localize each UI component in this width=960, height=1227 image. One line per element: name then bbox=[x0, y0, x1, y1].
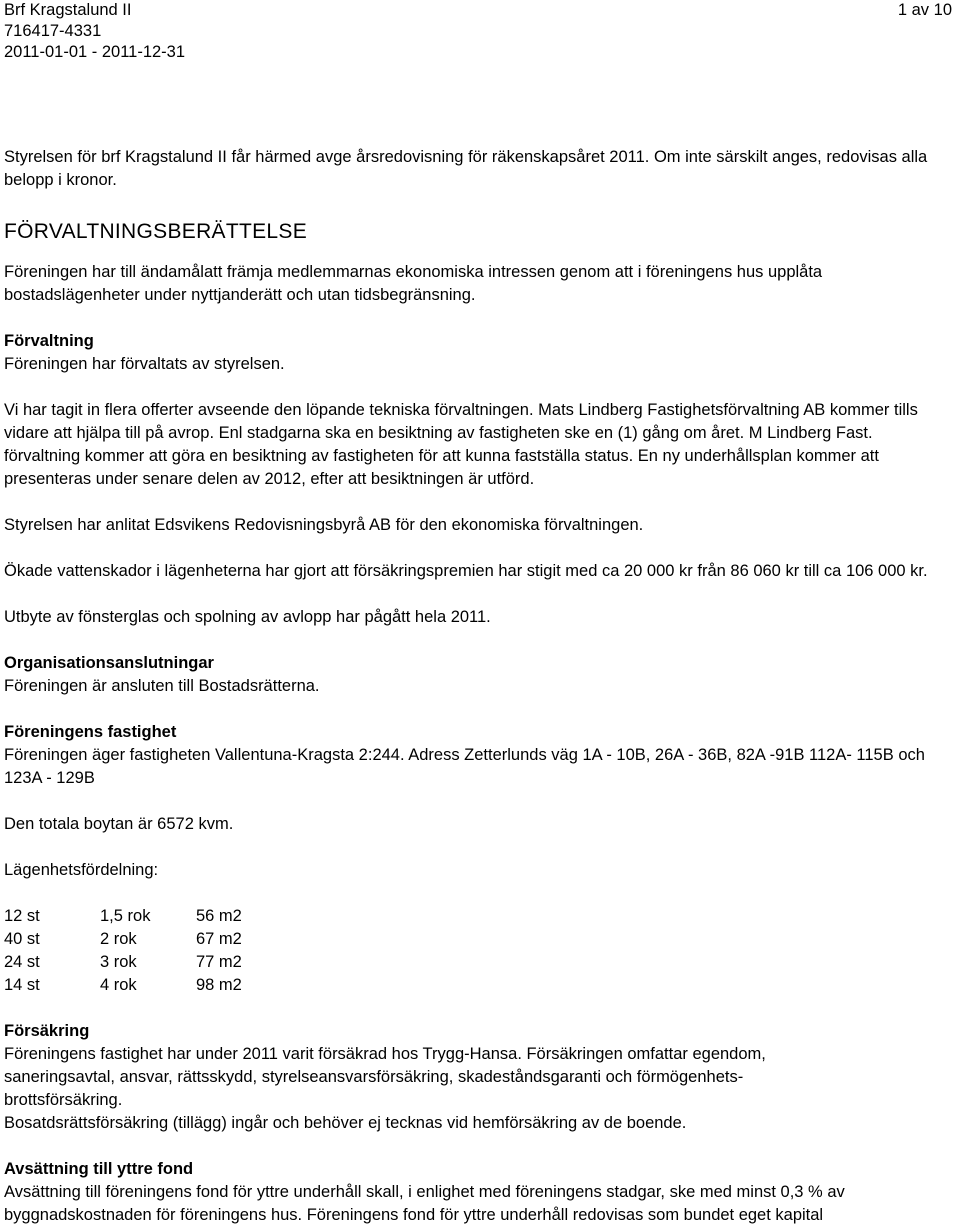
property-heading: Föreningens fastighet bbox=[4, 723, 177, 741]
org-name: Brf Kragstalund II bbox=[4, 1, 132, 19]
apartment-row bbox=[4, 951, 949, 974]
insurance-line: Bosatdsrättsförsäkring (tillägg) ingår och behöver ej tecknas vid hemförsäkring av de boende. bbox=[4, 1114, 687, 1132]
works-paragraph: Utbyte av fönsterglas och spolning av avlopp har pågått hela 2011. bbox=[4, 608, 491, 626]
apartment-row bbox=[4, 928, 949, 951]
apartment-row bbox=[4, 974, 949, 997]
insurance-line: Föreningens fastighet har under 2011 varit försäkrad hos Trygg-Hansa. Försäkringen omfattar egendom, bbox=[4, 1045, 766, 1063]
apartment-rooms: 4 rok bbox=[100, 976, 137, 994]
apartment-count: 12 st bbox=[4, 907, 40, 925]
fiscal-period: 2011-01-01 - 2011-12-31 bbox=[4, 43, 186, 61]
organisation-heading: Organisationsanslutningar bbox=[4, 654, 214, 672]
management-text: Föreningen har förvaltats av styrelsen. bbox=[4, 355, 285, 373]
tech-management-paragraph: Vi har tagit in flera offerter avseende den löpande tekniska förvaltningen. Mats Lindberg Fastighetsförvaltning AB kommer tills vidare att hjälpa till på avrop. Enl stadgarna ska en besiktning av fastigheten ske en (1) gång om året. M Lindberg Fast. förvaltning kommer att göra en besiktning av fastigheten för att kunna fastställa status. En ny underhållsplan kommer att presenteras under senare delen av 2012, efter att besiktningen är utförd. bbox=[4, 401, 918, 488]
org-number: 716417-4331 bbox=[4, 22, 102, 40]
page-number: 1 av 10 bbox=[897, 1, 952, 19]
fund-heading: Avsättning till yttre fond bbox=[4, 1160, 194, 1178]
apartment-size: 77 m2 bbox=[196, 953, 242, 971]
apartment-rooms: 2 rok bbox=[100, 930, 137, 948]
organisation-text: Föreningen är ansluten till Bostadsrätterna. bbox=[4, 677, 320, 695]
insurance-heading: Försäkring bbox=[4, 1022, 90, 1040]
section-title: FÖRVALTNINGSBERÄTTELSE bbox=[4, 220, 307, 243]
apartment-size: 98 m2 bbox=[196, 976, 242, 994]
management-heading: Förvaltning bbox=[4, 332, 94, 350]
apartment-size: 67 m2 bbox=[196, 930, 242, 948]
apartment-count: 24 st bbox=[4, 953, 40, 971]
property-text: Föreningen äger fastigheten Vallentuna-Kragsta 2:244. Adress Zetterlunds väg 1A - 10B, 26A - 36B, 82A -91B 112A- 115B och 123A - 129B bbox=[4, 746, 925, 787]
purpose-paragraph: Föreningen har till ändamålatt främja medlemmarnas ekonomiska intressen genom att i föreningens hus upplåta bostadslägenheter under nyttjanderätt och utan tidsbegränsning. bbox=[4, 263, 823, 304]
insurance-line: saneringsavtal, ansvar, rättsskydd, styrelseansvarsförsäkring, skadeståndsgaranti och förmögenhets- bbox=[4, 1068, 744, 1086]
apartment-rooms: 1,5 rok bbox=[100, 907, 151, 925]
apartment-table bbox=[4, 905, 949, 997]
apartment-size: 56 m2 bbox=[196, 907, 242, 925]
insurance-line: brottsförsäkring. bbox=[4, 1091, 123, 1109]
accounting-paragraph: Styrelsen har anlitat Edsvikens Redovisningsbyrå AB för den ekonomiska förvaltningen. bbox=[4, 516, 644, 534]
fund-text: Avsättning till föreningens fond för yttre underhåll skall, i enlighet med föreningens stadgar, ske med minst 0,3 % av byggnadskostnaden för föreningens hus. Föreningens fond för yttre underhåll redovisas som bundet eget kapital bbox=[4, 1183, 845, 1224]
document-header bbox=[4, 0, 185, 63]
apartment-row bbox=[4, 905, 949, 928]
distribution-label: Lägenhetsfördelning: bbox=[4, 861, 159, 879]
apartment-count: 40 st bbox=[4, 930, 40, 948]
intro-paragraph: Styrelsen för brf Kragstalund II får härmed avge årsredovisning för räkenskapsåret 2011. Om inte särskilt anges, redovisas alla belopp i kronor. bbox=[4, 148, 928, 189]
apartment-count: 14 st bbox=[4, 976, 40, 994]
total-area: Den totala boytan är 6572 kvm. bbox=[4, 815, 234, 833]
document-body bbox=[4, 146, 949, 1227]
apartment-rooms: 3 rok bbox=[100, 953, 137, 971]
insurance-cost-paragraph: Ökade vattenskador i lägenheterna har gjort att försäkringspremien har stigit med ca 20 000 kr från 86 060 kr till ca 106 000 kr. bbox=[4, 562, 928, 580]
